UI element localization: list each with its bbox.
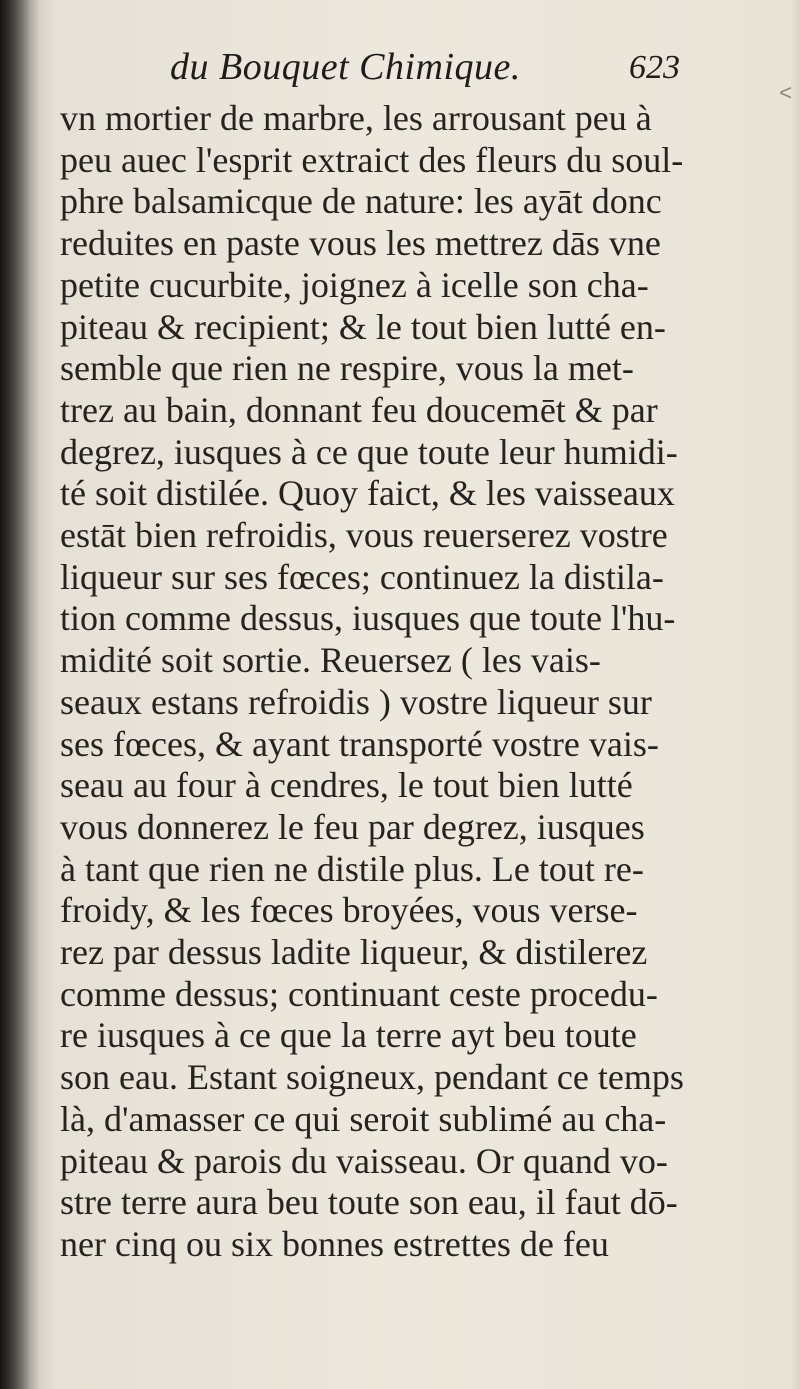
text-line: semble que rien ne respire, vous la met- xyxy=(60,348,634,389)
text-line: liqueur sur ses fœces; continuez la distila- xyxy=(60,556,664,597)
text-line: vn mortier de marbre, les arrousant peu à xyxy=(60,98,652,138)
text-line: estāt bien refroidis, vous reuerserez vostre xyxy=(60,515,668,556)
text-line: peu auec l'esprit extraict des fleurs du soul- xyxy=(60,139,684,180)
margin-mark: < xyxy=(779,80,792,105)
text-line: midité soit sortie. Reuersez ( les vais- xyxy=(60,640,601,681)
text-line: reduites en paste vous les mettrez dās vne xyxy=(60,223,661,264)
text-line: té soit distilée. Quoy faict, & les vaisseaux xyxy=(60,473,675,514)
text-line: vous donnerez le feu par degrez, iusques xyxy=(60,806,645,847)
text-line: piteau & recipient; & le tout bien lutté en- xyxy=(60,306,666,347)
page-header xyxy=(170,45,690,95)
text-line: trez au bain, donnant feu doucemēt & par xyxy=(60,389,658,430)
text-line: seaux estans refroidis ) vostre liqueur sur xyxy=(60,681,652,722)
text-line: petite cucurbite, joignez à icelle son cha- xyxy=(60,264,649,305)
body-text xyxy=(60,98,750,1266)
text-line: à tant que rien ne distile plus. Le tout re- xyxy=(60,848,644,889)
text-line: stre terre aura beu toute son eau, il faut dō- xyxy=(60,1182,678,1223)
text-line: froidy, & les fœces broyées, vous verse- xyxy=(60,890,638,931)
text-line: tion comme dessus, iusques que toute l'hu- xyxy=(60,598,676,639)
text-line: re iusques à ce que la terre ayt beu toute xyxy=(60,1015,637,1056)
text-line: rez par dessus ladite liqueur, & distilerez xyxy=(60,932,648,973)
text-line: son eau. Estant soigneux, pendant ce temps xyxy=(60,1057,684,1098)
text-line: comme dessus; continuant ceste procedu- xyxy=(60,973,658,1014)
text-line: ner cinq ou six bonnes estrettes de feu xyxy=(60,1223,609,1264)
text-line: là, d'amasser ce qui seroit sublimé au cha- xyxy=(60,1098,667,1139)
text-line: piteau & parois du vaisseau. Or quand vo- xyxy=(60,1140,668,1181)
text-line: seau au four à cendres, le tout bien lutté xyxy=(60,765,633,806)
text-line: degrez, iusques à ce que toute leur humidi- xyxy=(60,431,678,472)
text-line: phre balsamicque de nature: les ayāt donc xyxy=(60,181,662,222)
page-number: 623 xyxy=(629,49,680,86)
running-title: du Bouquet Chimique. xyxy=(170,46,521,88)
gutter-shadow xyxy=(0,0,40,1389)
text-line: ses fœces, & ayant transporté vostre vais- xyxy=(60,723,659,764)
